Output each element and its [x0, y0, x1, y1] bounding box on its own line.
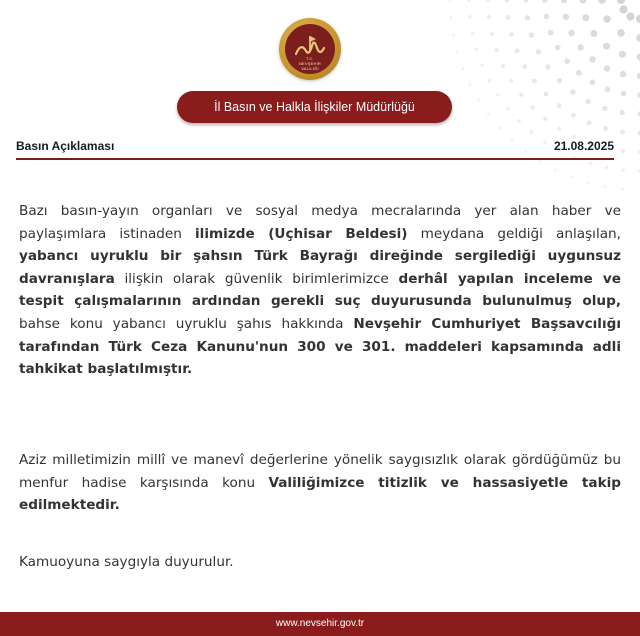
decorative-dot: [452, 33, 455, 36]
document-date: 21.08.2025: [553, 139, 614, 153]
decorative-dot: [486, 0, 490, 2]
p1-text-4: bahse konu yabancı uyruklu şahıs hakkında: [19, 315, 354, 332]
decorative-dot: [475, 48, 479, 52]
decorative-dot: [471, 32, 475, 36]
decorative-dot: [576, 70, 582, 76]
logo-line-1: T.C.: [306, 56, 314, 61]
footer-bar: [0, 612, 640, 636]
decorative-dot: [602, 106, 607, 111]
decorative-dot: [590, 79, 596, 85]
decorative-dot: [564, 58, 570, 64]
decorative-dot: [586, 99, 591, 104]
decorative-dot: [621, 149, 625, 153]
footer-website-url[interactable]: www.nevsehir.gov.tr: [275, 618, 365, 629]
decorative-dot: [577, 44, 583, 50]
decorative-dot: [487, 113, 490, 116]
decorative-dot: [480, 64, 484, 68]
decorative-dot: [509, 79, 513, 83]
decorative-dot: [598, 0, 606, 4]
decorative-dot: [468, 83, 471, 86]
decorative-dot: [449, 0, 452, 2]
decorative-dot: [603, 15, 611, 23]
decorative-dot: [543, 117, 547, 121]
decorative-dot: [620, 110, 625, 115]
decorative-dot: [621, 91, 627, 97]
decorative-dot: [619, 5, 627, 13]
decorative-dot: [587, 181, 590, 184]
logo-line-3: VALİLİĞİ: [301, 66, 319, 71]
p2-bold-followup: Valiliğimizce titizlik ve hassasiyetle takip edilmektedir.: [19, 474, 621, 514]
decorative-dot: [536, 49, 541, 54]
decorative-dot: [525, 15, 530, 20]
p1-text-1: Bazı basın-yayın organları ve sosyal medya mecralarında yer alan haber ve paylaşımlara istinaden: [19, 203, 621, 242]
header-divider: [16, 158, 614, 160]
decorative-dot-pattern: [440, 0, 640, 190]
decorative-dot: [505, 0, 510, 2]
decorative-dot: [620, 71, 626, 77]
p1-bold-incident: yabancı uyruklu bir şahsın Türk Bayrağı direğinde sergilediği uygunsuz davranışlara: [19, 248, 621, 287]
decorative-dot: [621, 188, 624, 190]
decorative-dot: [511, 139, 514, 142]
decorative-dot: [604, 185, 607, 188]
decorative-dot: [523, 0, 528, 3]
decorative-dot: [449, 16, 452, 19]
decorative-dot: [543, 140, 547, 144]
decorative-dot: [467, 0, 471, 2]
decorative-dot: [603, 43, 610, 50]
decorative-dot: [477, 99, 480, 102]
decorative-dot: [554, 169, 557, 172]
decorative-dot: [496, 93, 500, 97]
decorative-dot: [636, 34, 640, 42]
decorative-dot: [563, 14, 569, 20]
decorative-dot: [605, 166, 609, 170]
p1-bold-location: ilimizde (Uçhisar Beldesi): [195, 225, 408, 242]
decorative-dot: [620, 130, 625, 135]
decorative-dot: [590, 30, 597, 37]
decorative-dot: [530, 105, 534, 109]
decorative-dot: [506, 107, 510, 111]
decorative-dot: [456, 51, 459, 54]
decorative-dot: [506, 15, 511, 20]
decorative-dot: [487, 15, 491, 19]
decorative-dot: [529, 33, 534, 38]
decorative-dot: [626, 12, 634, 20]
decorative-dot: [570, 176, 573, 179]
p2-text-1: Aziz milletimizin millî ve manevî değerlerine yönelik saygısızlık olarak gördüğümüz bu menfur hadise karşısında konu: [19, 452, 621, 491]
decorative-dot: [490, 32, 494, 36]
decorative-dot: [582, 14, 589, 21]
decorative-dot: [571, 113, 576, 118]
decorative-dot: [542, 0, 548, 3]
decorative-dot: [570, 90, 575, 95]
p1-bold-action: derhâl yapılan inceleme ve tespit çalışmalarının ardından gerekli suç duyurusunda bulunulmuş olup,: [19, 270, 621, 310]
decorative-dot: [509, 32, 514, 37]
decorative-dot: [568, 30, 574, 36]
decorative-dot: [522, 64, 527, 69]
document-type-label: Basın Açıklaması: [16, 139, 115, 153]
decorative-dot: [561, 0, 567, 3]
decorative-dot: [501, 64, 505, 68]
decorative-dot: [498, 127, 501, 130]
decorative-dot: [589, 56, 595, 62]
decorative-dot: [539, 160, 542, 163]
decorative-dot: [636, 15, 640, 23]
p1-text-2: meydana geldiği anlaşılan,: [407, 225, 621, 242]
paragraph-closing: [19, 551, 621, 574]
decorative-dot: [530, 130, 534, 134]
decorative-dot: [468, 15, 472, 19]
decorative-dot: [557, 78, 562, 83]
decorative-dot: [587, 121, 592, 126]
decorative-dot: [532, 79, 537, 84]
decorative-dot: [619, 51, 626, 58]
department-banner: İl Basın ve Halkla İlişkiler Müdürlüğü: [177, 91, 452, 123]
decorative-dot: [515, 49, 520, 54]
decorative-dot: [517, 119, 521, 123]
decorative-dot: [519, 93, 523, 97]
paragraph-announcement: [19, 200, 621, 381]
p1-text-3: ilişkin olarak güvenlik birimlerimizce: [114, 270, 399, 287]
decorative-dot: [555, 45, 561, 51]
p3-text: Kamuoyuna saygıyla duyurulur.: [19, 554, 234, 570]
decorative-dot: [544, 14, 550, 20]
paragraph-statement: [19, 449, 621, 517]
decorative-dot: [544, 92, 549, 97]
decorative-dot: [637, 54, 640, 61]
decorative-dot: [487, 79, 491, 83]
governorship-logo: [279, 18, 341, 80]
decorative-dot: [461, 67, 464, 70]
logo-line-2: NEVŞEHİR: [298, 61, 322, 66]
decorative-dot: [604, 65, 610, 71]
decorative-dot: [589, 162, 593, 166]
decorative-dot: [548, 30, 554, 36]
decorative-dot: [580, 0, 587, 4]
p1-bold-investigation: Nevşehir Cumhuriyet Başsavcılığı tarafından Türk Ceza Kanunu'nun 300 ve 301. maddeleri kapsamında adli tahkikat başlatılmıştır.: [19, 315, 621, 378]
decorative-dot: [557, 127, 561, 131]
decorative-dot: [545, 64, 550, 69]
decorative-dot: [557, 103, 562, 108]
decorative-dot: [494, 48, 498, 52]
decorative-dot: [603, 126, 608, 131]
decorative-dot: [605, 86, 611, 92]
decorative-dot: [621, 168, 625, 172]
decorative-dot: [524, 150, 527, 153]
decorative-dot: [617, 29, 625, 37]
decorative-dot: [617, 0, 625, 4]
